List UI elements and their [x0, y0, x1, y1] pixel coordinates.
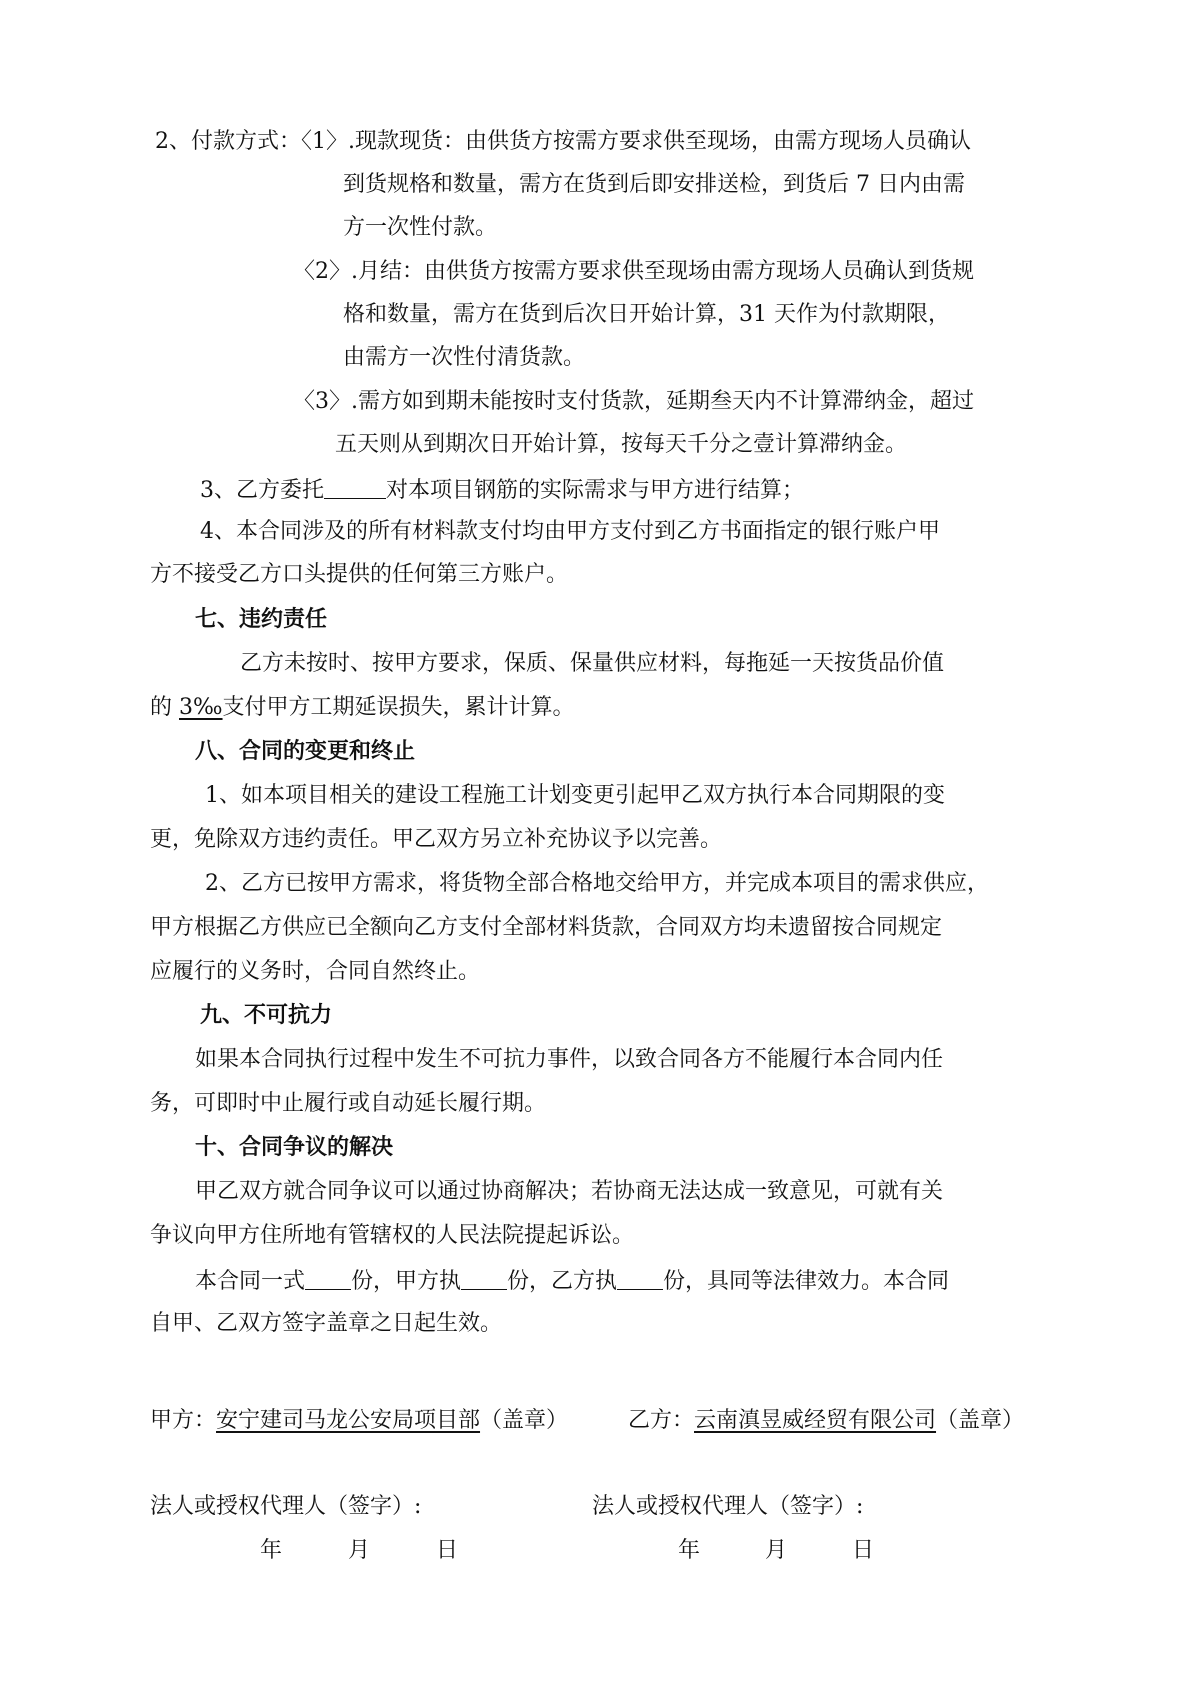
- item-4-line-1: 4、本合同涉及的所有材料款支付均由甲方支付到乙方书面指定的银行账户甲: [200, 519, 940, 544]
- section-9-title: 九、不可抗力: [200, 1003, 333, 1028]
- copies-total-blank: [305, 1269, 351, 1290]
- section-8-line-4: 甲方根据乙方供应已全额向乙方支付全部材料货款，合同双方均未遗留按合同规定: [150, 915, 943, 940]
- signature-left-label: 法人或授权代理人（签字）:: [150, 1494, 422, 1519]
- copies-text-a: 本合同一式: [195, 1269, 306, 1294]
- section-7-line-1: 乙方未按时、按甲方要求，保质、保量供应材料，每拖延一天按货品价值: [240, 651, 945, 676]
- right-month: 月: [765, 1538, 788, 1563]
- left-day: 日: [436, 1538, 459, 1563]
- copies-party-a-blank: [461, 1269, 507, 1290]
- section-7-line-2-pre: 的: [150, 695, 179, 720]
- section-8-line-2: 更，免除双方违约责任。甲乙双方另立补充协议予以完善。: [150, 827, 723, 852]
- section-8-line-5: 应履行的义务时，合同自然终止。: [150, 959, 481, 984]
- section-7-line-2: [150, 697, 575, 719]
- payment-line-3: 方一次性付款。: [343, 215, 498, 240]
- item-4-line-2: 方不接受乙方口头提供的任何第三方账户。: [150, 562, 569, 587]
- section-7-line-2-post: 支付甲方工期延误损失，累计计算。: [222, 695, 575, 720]
- copies-text-c: 份，乙方执: [507, 1269, 618, 1294]
- party-b: [628, 1410, 1024, 1432]
- section-10-line-1: 甲乙双方就合同争议可以通过协商解决；若协商无法达成一致意见，可就有关: [195, 1179, 944, 1204]
- item-3-before: 3、乙方委托: [200, 478, 324, 503]
- section-7-title: 七、违约责任: [195, 607, 328, 632]
- section-10-line-4: 自甲、乙双方签字盖章之日起生效。: [150, 1311, 503, 1336]
- section-8-title: 八、合同的变更和终止: [195, 739, 416, 764]
- payment-line-1: 2、付款方式：〈1〉.现款现货：由供货方按需方要求供至现场，由需方现场人员确认: [155, 129, 971, 154]
- party-b-label: 乙方：: [628, 1408, 695, 1433]
- payment-line-6: 由需方一次性付清货款。: [343, 345, 586, 370]
- section-10-title: 十、合同争议的解决: [195, 1135, 394, 1160]
- party-a-seal: （盖章）: [480, 1408, 569, 1433]
- section-8-line-1: 1、如本项目相关的建设工程施工计划变更引起甲乙双方执行本合同期限的变: [205, 783, 945, 808]
- item-3-blank: [324, 478, 386, 499]
- section-8-line-3: 2、乙方已按甲方需求，将货物全部合格地交给甲方，并完成本项目的需求供应，: [205, 871, 989, 896]
- payment-line-5: 格和数量，需方在货到后次日开始计算，31 天作为付款期限，: [343, 302, 950, 327]
- copies-text-b: 份，甲方执: [351, 1269, 462, 1294]
- section-9-line-2: 务，可即时中止履行或自动延长履行期。: [150, 1091, 547, 1116]
- party-b-seal: （盖章）: [936, 1408, 1025, 1433]
- payment-line-8: 五天则从到期次日开始计算，按每天千分之壹计算滞纳金。: [335, 432, 908, 457]
- delay-rate: 3‰: [179, 695, 223, 720]
- left-year: 年: [260, 1538, 283, 1563]
- party-a-label: 甲方：: [150, 1408, 217, 1433]
- item-3-after: 对本项目钢筋的实际需求与甲方进行结算；: [386, 478, 805, 503]
- payment-line-4: 〈2〉.月结：由供货方按需方要求供至现场由需方现场人员确认到货规: [293, 259, 974, 284]
- signature-right-label: 法人或授权代理人（签字）:: [592, 1494, 864, 1519]
- party-a-name: 安宁建司马龙公安局项目部: [216, 1408, 481, 1433]
- party-a: [150, 1410, 568, 1432]
- payment-line-7: 〈3〉.需方如到期未能按时支付货款，延期叁天内不计算滞纳金，超过: [293, 389, 974, 414]
- copies-text-d: 份，具同等法律效力。本合同: [663, 1269, 950, 1294]
- copies-party-b-blank: [617, 1269, 663, 1290]
- payment-line-2: 到货规格和数量，需方在货到后即安排送检，到货后 7 日内由需: [343, 172, 965, 197]
- copies-line: [195, 1269, 949, 1293]
- right-day: 日: [852, 1538, 875, 1563]
- item-3: [200, 478, 804, 502]
- section-10-line-2: 争议向甲方住所地有管辖权的人民法院提起诉讼。: [150, 1223, 635, 1248]
- left-month: 月: [348, 1538, 371, 1563]
- party-b-name: 云南滇昱威经贸有限公司: [694, 1408, 937, 1433]
- section-9-line-1: 如果本合同执行过程中发生不可抗力事件，以致合同各方不能履行本合同内任: [195, 1047, 944, 1072]
- right-year: 年: [678, 1538, 701, 1563]
